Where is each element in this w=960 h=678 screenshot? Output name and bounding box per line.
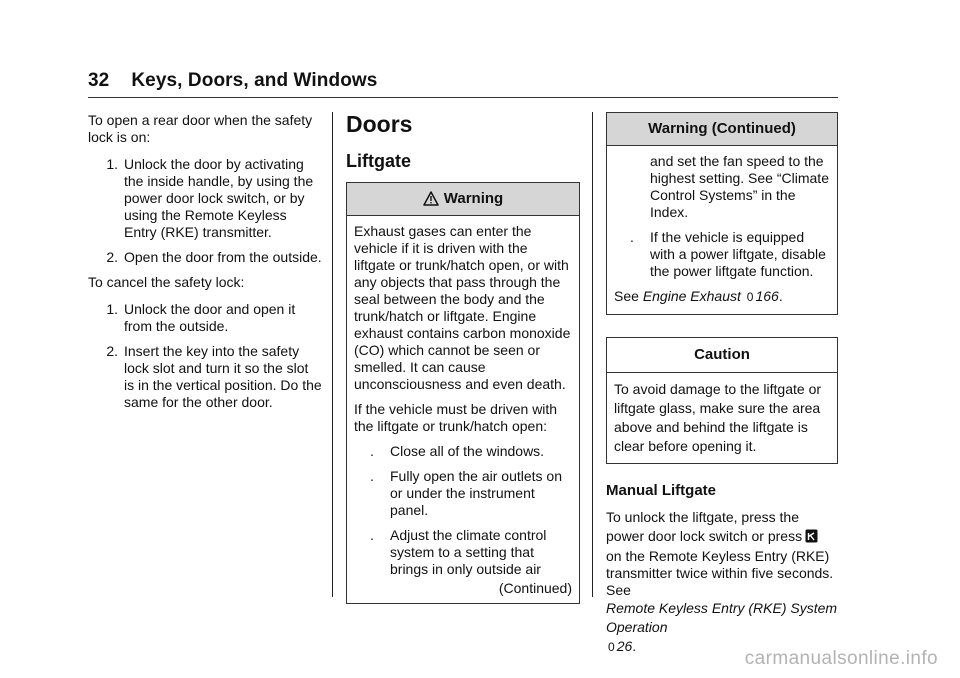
page-arrow-icon: 0 — [608, 640, 615, 654]
caution-header: Caution — [607, 338, 837, 373]
list-item — [88, 301, 322, 335]
list-item — [88, 156, 322, 241]
subsection-heading: Manual Liftgate — [606, 482, 717, 499]
step-number: 2. — [106, 249, 118, 265]
column-1 — [88, 112, 322, 419]
text-line: on the Remote Keyless Entry (RKE) transmitter twice within five seconds. See — [606, 548, 834, 598]
step-text: Unlock the door and open it from the outside. — [124, 301, 296, 334]
step-number: 1. — [106, 156, 118, 172]
safety-lock-open-intro: To open a rear door when the safety lock is on: — [88, 112, 313, 145]
list-item — [614, 229, 830, 280]
watermark: carmanualsonline.info — [744, 648, 938, 669]
warning-continued-box — [606, 112, 838, 315]
step-text: Unlock the door by activating the inside handle, by using the power door lock switch, or by using the Remote Keyless Entry (RKE) transmitter. — [124, 156, 314, 240]
caution-body — [607, 373, 837, 463]
see-prefix: See — [614, 288, 639, 304]
text-line: To unlock the liftgate, press the — [606, 509, 799, 525]
section-heading: Doors — [346, 111, 413, 137]
list-item — [354, 468, 572, 519]
step-number: 2. — [106, 343, 118, 359]
list-item — [354, 443, 572, 460]
step-text: Insert the key into the safety lock slot and turn it so the slot is in the vertical position. Do the same for the other door. — [124, 343, 322, 410]
cross-reference-link[interactable]: Remote Keyless Entry (RKE) System Operation — [606, 600, 838, 635]
warning-box — [346, 182, 580, 604]
safety-lock-cancel-intro: To cancel the safety lock: — [88, 274, 245, 290]
warning-continued-text: and set the fan speed to the highest setting. See “Climate Control Systems” in the Index. — [650, 153, 829, 220]
header-rule — [88, 97, 838, 98]
punctuation: . — [632, 638, 637, 654]
manual-liftgate-section — [606, 482, 838, 657]
bullet-text: Fully open the air outlets on or under the instrument panel. — [390, 468, 562, 518]
list-item — [354, 527, 572, 578]
bullet-text: If the vehicle is equipped with a power liftgate, disable the power liftgate function. — [650, 229, 826, 279]
list-item — [88, 343, 322, 411]
page-header — [88, 70, 377, 92]
warning-continued-header: Warning (Continued) — [607, 113, 837, 146]
cross-reference-link[interactable]: Engine Exhaust — [642, 288, 741, 304]
step-number: 1. — [106, 301, 118, 317]
column-3 — [606, 112, 838, 657]
bullet-marker: . — [370, 468, 374, 484]
bullet-text: Adjust the climate control system to a setting that brings in only outside air — [390, 527, 547, 577]
column-2 — [346, 110, 580, 604]
warning-header — [347, 183, 579, 216]
cancel-steps — [88, 301, 322, 411]
bullet-marker: . — [630, 229, 634, 245]
warning-continued-body — [607, 146, 837, 314]
manual-liftgate-text — [606, 508, 838, 657]
open-steps — [88, 156, 322, 266]
punctuation: . — [778, 288, 783, 304]
unlock-key-icon — [805, 529, 818, 548]
bullet-text: Close all of the windows. — [390, 443, 545, 459]
step-text: Open the door from the outside. — [124, 249, 322, 265]
column-divider — [332, 112, 333, 597]
text-line: power door lock switch or press — [606, 528, 803, 544]
warning-paragraph: Exhaust gases can enter the vehicle if it is driven with the liftgate or trunk/hatch open, or with any objects that pass through the seal between the body and the trunk/hatch or liftgate. Engine exhaust contains carbon monoxide (CO) which cannot be seen or smelled. It can cause unconsciousness and even death. — [354, 223, 571, 392]
warning-paragraph: If the vehicle must be driven with the liftgate or trunk/hatch open: — [354, 401, 558, 434]
list-item — [88, 249, 322, 266]
bullet-marker: . — [370, 527, 374, 543]
subsection-heading: Liftgate — [346, 151, 411, 171]
warning-body — [347, 216, 579, 603]
page-arrow-icon: 0 — [746, 290, 754, 304]
page-reference[interactable]: 26 — [616, 638, 633, 654]
see-reference — [614, 288, 830, 306]
section-title: Keys, Doors, and Windows — [131, 70, 378, 91]
page-number: 32 — [88, 70, 110, 91]
column-divider — [592, 112, 593, 597]
continued-label: (Continued) — [498, 580, 572, 596]
page-reference[interactable]: 166 — [755, 288, 779, 304]
caution-text: To avoid damage to the liftgate or liftgate glass, make sure the area above and behind the liftgate is clear before opening it. — [614, 381, 822, 454]
warning-title: Warning — [443, 190, 504, 207]
bullet-marker: . — [370, 443, 374, 459]
warning-triangle-icon — [423, 186, 439, 218]
caution-box — [606, 337, 838, 464]
